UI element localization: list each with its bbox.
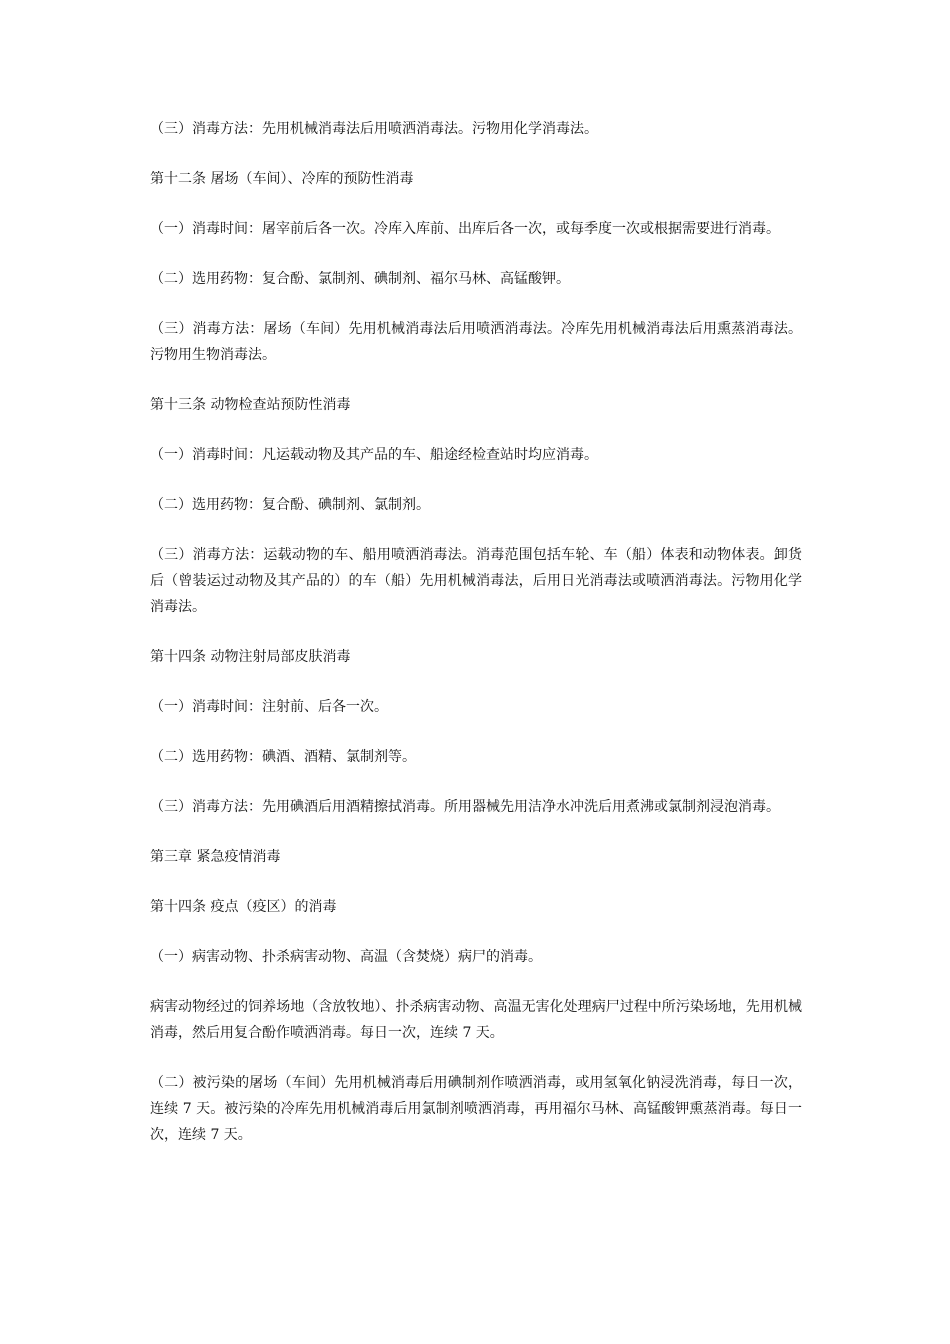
paragraph-article-14-drugs: （二）选用药物：碘酒、酒精、氯制剂等。	[150, 749, 416, 765]
article-13-heading: 第十三条 动物检查站预防性消毒	[150, 397, 351, 413]
document-body	[150, 116, 802, 1172]
paragraph-article-14-time: （一）消毒时间：注射前、后各一次。	[150, 699, 388, 715]
paragraph-outbreak-1: （一）病害动物、扑杀病害动物、高温（含焚烧）病尸的消毒。	[150, 949, 542, 965]
paragraph-method-3: （三）消毒方法：先用机械消毒法后用喷洒消毒法。污物用化学消毒法。	[150, 121, 598, 137]
paragraph-article-14-method: （三）消毒方法：先用碘酒后用酒精擦拭消毒。所用器械先用洁净水冲洗后用煮沸或氯制剂浸泡消毒。	[150, 799, 780, 815]
paragraph-article-13-drugs: （二）选用药物：复合酚、碘制剂、氯制剂。	[150, 497, 430, 513]
paragraph-article-13-time: （一）消毒时间：凡运载动物及其产品的车、船途经检查站时均应消毒。	[150, 447, 598, 463]
article-14b-heading: 第十四条 疫点（疫区）的消毒	[150, 899, 337, 915]
chapter-3-heading: 第三章 紧急疫情消毒	[150, 849, 281, 865]
paragraph-article-12-drugs: （二）选用药物：复合酚、氯制剂、碘制剂、福尔马林、高锰酸钾。	[150, 271, 570, 287]
article-12-heading: 第十二条 屠场（车间）、冷库的预防性消毒	[150, 171, 414, 187]
article-14-heading: 第十四条 动物注射局部皮肤消毒	[150, 649, 351, 665]
paragraph-article-13-method: （三）消毒方法：运载动物的车、船用喷洒消毒法。消毒范围包括车轮、车（船）体表和动物体表。卸货后（曾装运过动物及其产品的）的车（船）先用机械消毒法，后用日光消毒法或喷洒消毒法。污物用化学消毒法。	[150, 547, 802, 615]
paragraph-outbreak-2: （二）被污染的屠场（车间）先用机械消毒后用碘制剂作喷洒消毒，或用氢氧化钠浸洗消毒，每日一次，连续 7 天。被污染的冷库先用机械消毒后用氯制剂喷洒消毒，再用福尔马林、高锰酸钾熏蒸消毒。每日一次，连续 7 天。	[150, 1075, 802, 1143]
paragraph-article-12-time: （一）消毒时间：屠宰前后各一次。冷库入库前、出库后各一次，或每季度一次或根据需要进行消毒。	[150, 221, 780, 237]
paragraph-outbreak-1-detail: 病害动物经过的饲养场地（含放牧地）、扑杀病害动物、高温无害化处理病尸过程中所污染场地，先用机械消毒，然后用复合酚作喷洒消毒。每日一次，连续 7 天。	[150, 999, 802, 1041]
paragraph-article-12-method: （三）消毒方法：屠场（车间）先用机械消毒法后用喷洒消毒法。冷库先用机械消毒法后用熏蒸消毒法。污物用生物消毒法。	[150, 321, 802, 363]
